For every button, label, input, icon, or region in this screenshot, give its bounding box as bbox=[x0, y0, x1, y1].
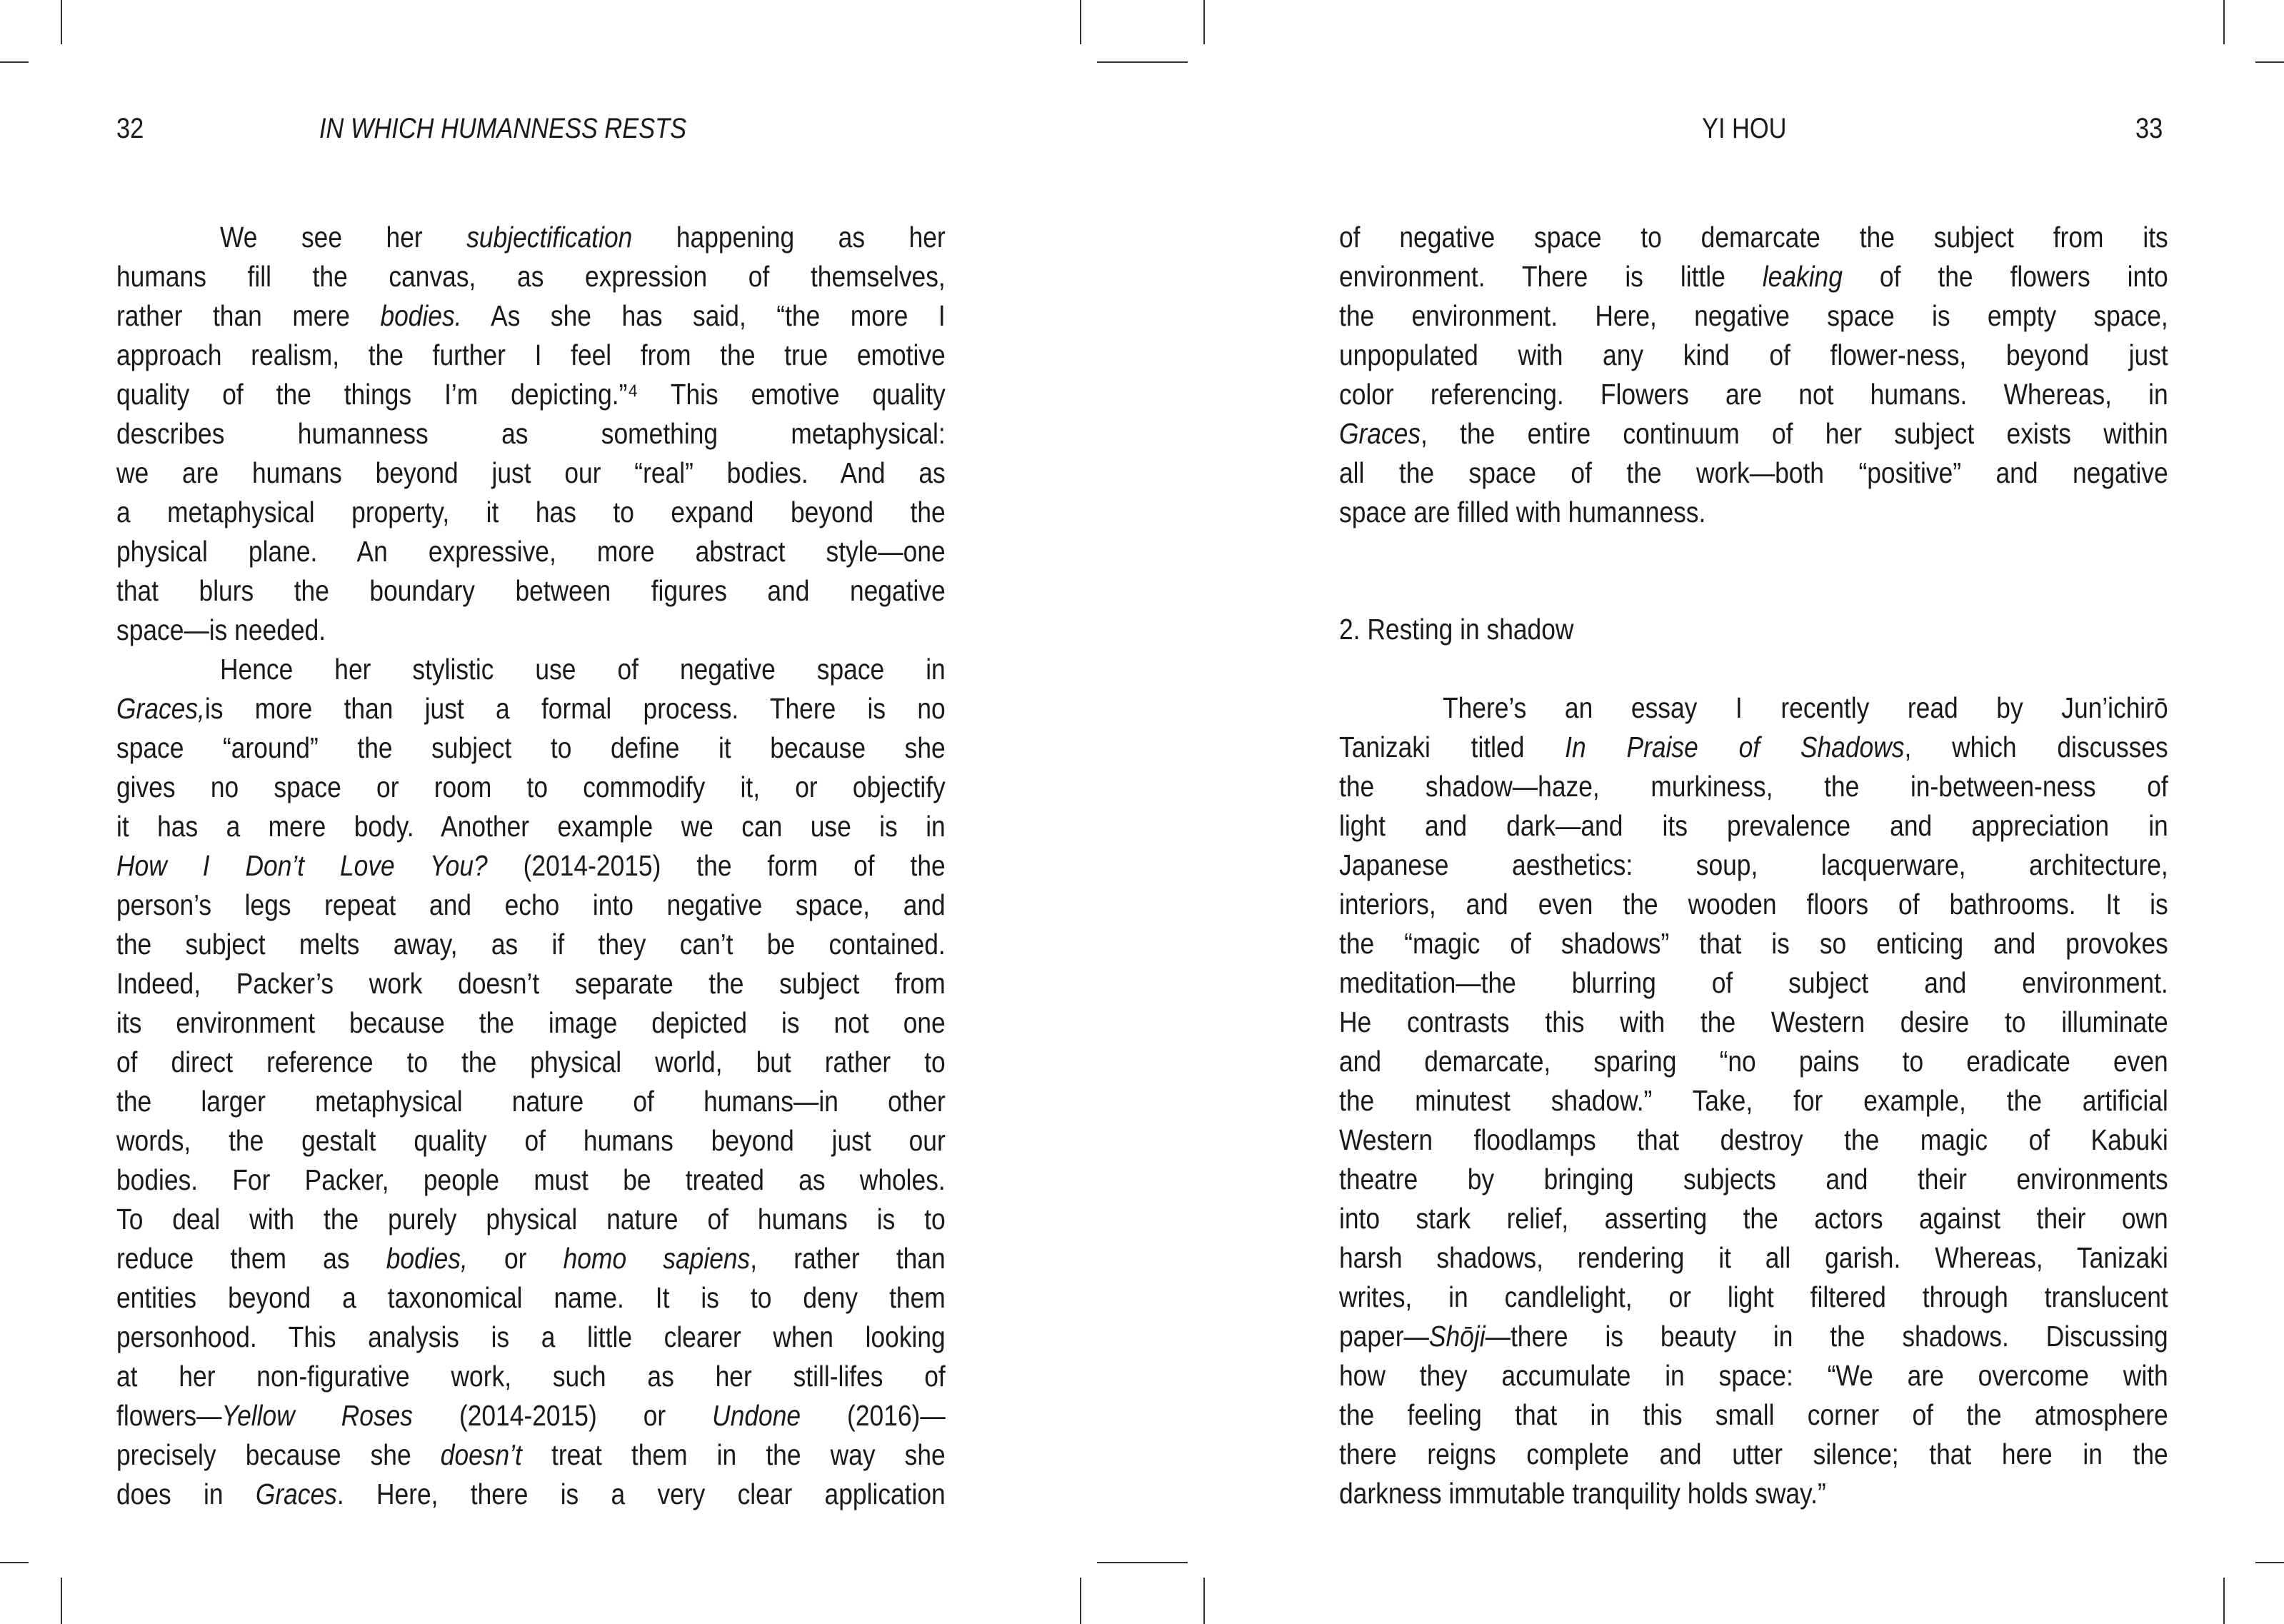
text-line bbox=[116, 218, 946, 257]
text-line bbox=[1339, 218, 2168, 257]
text-line bbox=[1339, 1003, 2168, 1042]
body-text: and demarcate, sparing “no pains to eradicate even bbox=[1339, 1045, 2168, 1078]
text-line bbox=[116, 768, 946, 807]
text-line bbox=[1339, 1121, 2168, 1160]
text-line bbox=[1339, 1238, 2168, 1278]
text-line bbox=[1339, 1199, 2168, 1238]
body-text: into stark relief, asserting the actors against their own bbox=[1339, 1202, 2168, 1235]
body-text: To deal with the purely physical nature of humans is to bbox=[116, 1203, 946, 1235]
body-text: Indeed, Packer’s work doesn’t separate the subject from bbox=[116, 967, 946, 1000]
body-text: the minutest shadow.” Take, for example, the artificial bbox=[1339, 1084, 2168, 1117]
body-text: darkness immutable tranquility holds sway.” bbox=[1339, 1477, 1826, 1510]
italic-text: Undone bbox=[712, 1399, 801, 1432]
text-line bbox=[116, 689, 946, 728]
body-text: —there is beauty in the shadows. Discussing bbox=[1485, 1320, 2168, 1353]
body-text: (2016)— bbox=[801, 1399, 946, 1432]
italic-text: In Praise of Shadows bbox=[1565, 731, 1905, 763]
page-number-right: 33 bbox=[2135, 113, 2163, 144]
crop-mark bbox=[1097, 61, 1188, 63]
text-line bbox=[1339, 257, 2168, 296]
body-text: Tanizaki titled bbox=[1339, 731, 1566, 763]
page-number-left: 32 bbox=[116, 113, 144, 144]
crop-mark bbox=[0, 1562, 29, 1563]
italic-text: Graces bbox=[1339, 417, 1421, 450]
text-line bbox=[116, 257, 946, 296]
text-line bbox=[1339, 1474, 2168, 1513]
text-line bbox=[116, 375, 946, 414]
crop-mark bbox=[2223, 1578, 2225, 1624]
crop-mark bbox=[2223, 0, 2225, 44]
text-line bbox=[1339, 885, 2168, 924]
body-text: describes humanness as something metaphysical: bbox=[116, 417, 946, 450]
body-text: that blurs the boundary between figures and negative bbox=[116, 574, 946, 607]
body-text: There’s an essay I recently read by Jun’ichirō bbox=[1442, 691, 2168, 724]
body-text: unpopulated with any kind of flower-ness, beyond just bbox=[1339, 339, 2168, 371]
body-text: at her non-figurative work, such as her still-lifes of bbox=[116, 1360, 946, 1393]
crop-mark bbox=[61, 1578, 62, 1624]
body-text: rather than mere bbox=[116, 299, 381, 332]
body-text: of the flowers into bbox=[1842, 260, 2168, 293]
italic-text: homo sapiens bbox=[563, 1242, 751, 1275]
body-text: happening as her bbox=[632, 221, 946, 254]
body-text: the shadow—haze, murkiness, the in-between-ness of bbox=[1339, 770, 2168, 803]
body-text: the larger metaphysical nature of humans—in other bbox=[116, 1085, 946, 1118]
body-text: light and dark—and its prevalence and appreciation in bbox=[1339, 809, 2168, 842]
body-text: we are humans beyond just our “real” bodies. And as bbox=[116, 456, 946, 489]
body-text: space are filled with humanness. bbox=[1339, 496, 1706, 528]
text-line bbox=[1339, 806, 2168, 846]
text-line bbox=[116, 1318, 946, 1357]
text-line bbox=[116, 493, 946, 532]
text-line bbox=[116, 1121, 946, 1161]
body-text: treat them in the way she bbox=[521, 1438, 946, 1471]
italic-text: doesn’t bbox=[440, 1438, 522, 1471]
italic-text: subjectification bbox=[466, 221, 633, 254]
text-line bbox=[116, 532, 946, 571]
body-text: harsh shadows, rendering it all garish. Whereas, Tanizaki bbox=[1339, 1241, 2168, 1274]
body-text: there reigns complete and utter silence; that here in the bbox=[1339, 1438, 2168, 1470]
italic-text: bodies. bbox=[380, 299, 462, 332]
body-text: quality of the things I’m depicting.”⁴ This emotive quality bbox=[116, 378, 946, 411]
body-text: (2014-2015) or bbox=[413, 1399, 713, 1432]
body-text: (2014-2015) the form of the bbox=[487, 849, 946, 882]
body-text: how they accumulate in space: “We are overcome with bbox=[1339, 1359, 2168, 1392]
body-text: or bbox=[467, 1242, 564, 1275]
body-text: a metaphysical property, it has to expand beyond the bbox=[116, 496, 946, 528]
body-text: He contrasts this with the Western desire to illuminate bbox=[1339, 1006, 2168, 1038]
text-line bbox=[116, 1435, 946, 1475]
text-line bbox=[116, 925, 946, 964]
crop-mark bbox=[1203, 1578, 1205, 1624]
text-line bbox=[1339, 453, 2168, 493]
left-page-body bbox=[116, 218, 946, 1514]
text-line bbox=[116, 964, 946, 1003]
body-text: , which discusses bbox=[1904, 731, 2168, 763]
body-text: the environment. Here, negative space is empty space, bbox=[1339, 299, 2168, 332]
body-text: gives no space or room to commodify it, or objectify bbox=[116, 771, 946, 803]
text-line bbox=[116, 1239, 946, 1278]
text-line bbox=[1339, 1435, 2168, 1474]
crop-mark bbox=[1080, 1578, 1081, 1624]
body-text: environment. There is little bbox=[1339, 260, 1763, 293]
text-line bbox=[1339, 1278, 2168, 1317]
body-text: As she has said, “the more I bbox=[461, 299, 946, 332]
body-text: the “magic of shadows” that is so enticing and provokes bbox=[1339, 927, 2168, 960]
body-text: of direct reference to the physical world, but rather to bbox=[116, 1046, 946, 1078]
text-line bbox=[1339, 1160, 2168, 1199]
text-line bbox=[116, 1357, 946, 1396]
crop-mark bbox=[61, 0, 62, 44]
italic-text: How I Don’t Love You? bbox=[116, 849, 488, 882]
body-text: the subject melts away, as if they can’t be contained. bbox=[116, 928, 946, 961]
italic-text: Shōji bbox=[1428, 1320, 1486, 1353]
body-text: is more than just a formal process. There is no bbox=[204, 692, 946, 725]
body-text: color referencing. Flowers are not humans. Whereas, in bbox=[1339, 378, 2168, 411]
text-line bbox=[1339, 1356, 2168, 1395]
text-line bbox=[116, 296, 946, 336]
body-text: reduce them as bbox=[116, 1242, 386, 1275]
text-line bbox=[1339, 1042, 2168, 1081]
text-line bbox=[1339, 728, 2168, 767]
body-text: its environment because the image depicted is not one bbox=[116, 1006, 946, 1039]
text-line bbox=[1339, 375, 2168, 414]
text-line bbox=[1339, 336, 2168, 375]
body-text: Japanese aesthetics: soup, lacquerware, architecture, bbox=[1339, 848, 2168, 881]
crop-mark bbox=[1203, 0, 1205, 44]
body-text: all the space of the work—both “positive” and negative bbox=[1339, 456, 2168, 489]
text-line bbox=[116, 1082, 946, 1121]
italic-text: Graces bbox=[255, 1478, 337, 1510]
text-line bbox=[116, 453, 946, 493]
body-text: the feeling that in this small corner of the atmosphere bbox=[1339, 1398, 2168, 1431]
crop-mark bbox=[2255, 1562, 2284, 1563]
body-text: does in bbox=[116, 1478, 256, 1510]
running-head-left: IN WHICH HUMANNESS RESTS bbox=[319, 113, 687, 144]
italic-text: leaking bbox=[1762, 260, 1843, 293]
right-page-body-bottom bbox=[1339, 688, 2168, 1513]
body-text: of negative space to demarcate the subject from its bbox=[1339, 221, 2168, 254]
text-line bbox=[1339, 688, 2168, 728]
text-line bbox=[1339, 414, 2168, 453]
italic-text: Yellow Roses bbox=[221, 1399, 414, 1432]
text-line bbox=[116, 1278, 946, 1318]
text-line bbox=[116, 728, 946, 768]
body-text: it has a mere body. Another example we can use is in bbox=[116, 810, 946, 843]
body-text: humans fill the canvas, as expression of themselves, bbox=[116, 260, 946, 293]
body-text: . Here, there is a very clear application bbox=[336, 1478, 946, 1510]
body-text: We see her bbox=[219, 221, 467, 254]
text-line bbox=[1339, 767, 2168, 806]
body-text: paper— bbox=[1339, 1320, 1429, 1353]
running-head-right: YI HOU bbox=[1702, 113, 1787, 144]
text-line bbox=[1339, 1081, 2168, 1121]
text-line bbox=[116, 1003, 946, 1043]
text-line bbox=[116, 414, 946, 453]
crop-mark bbox=[1080, 0, 1081, 44]
body-text: theatre by bringing subjects and their environments bbox=[1339, 1163, 2168, 1196]
body-text: Western floodlamps that destroy the magic of Kabuki bbox=[1339, 1123, 2168, 1156]
text-line bbox=[1339, 924, 2168, 963]
text-line bbox=[116, 571, 946, 611]
text-line bbox=[116, 1161, 946, 1200]
body-text: Hence her stylistic use of negative space in bbox=[219, 653, 946, 686]
text-line bbox=[1339, 493, 2168, 532]
text-line bbox=[116, 886, 946, 925]
body-text: personhood. This analysis is a little clearer when looking bbox=[116, 1320, 946, 1353]
italic-text: bodies, bbox=[386, 1242, 468, 1275]
italic-text: Graces, bbox=[116, 692, 205, 725]
body-text: writes, in candlelight, or light filtered through translucent bbox=[1339, 1280, 2168, 1313]
body-text: words, the gestalt quality of humans beyond just our bbox=[116, 1124, 946, 1157]
right-page-body-top bbox=[1339, 218, 2168, 532]
crop-mark bbox=[0, 61, 29, 63]
text-line bbox=[116, 807, 946, 846]
text-line bbox=[116, 1200, 946, 1239]
body-text: interiors, and even the wooden floors of bathrooms. It is bbox=[1339, 888, 2168, 921]
body-text: person’s legs repeat and echo into negative space, and bbox=[116, 888, 946, 921]
body-text: approach realism, the further I feel from the true emotive bbox=[116, 339, 946, 371]
body-text: flowers— bbox=[116, 1399, 222, 1432]
text-line bbox=[1339, 1317, 2168, 1356]
section-heading: 2. Resting in shadow bbox=[1339, 613, 1574, 646]
body-text: physical plane. An expressive, more abstract style—one bbox=[116, 535, 946, 568]
text-line bbox=[116, 336, 946, 375]
body-text: bodies. For Packer, people must be treated as wholes. bbox=[116, 1163, 946, 1196]
text-line bbox=[116, 1043, 946, 1082]
crop-mark bbox=[1097, 1562, 1188, 1563]
text-line bbox=[116, 1396, 946, 1435]
body-text: , the entire continuum of her subject exists within bbox=[1421, 417, 2168, 450]
text-line bbox=[116, 650, 946, 689]
body-text: space—is needed. bbox=[116, 613, 326, 646]
body-text: entities beyond a taxonomical name. It is to deny them bbox=[116, 1281, 946, 1314]
text-line bbox=[1339, 1395, 2168, 1435]
text-line bbox=[116, 846, 946, 886]
body-text: , rather than bbox=[750, 1242, 946, 1275]
body-text: space “around” the subject to define it because she bbox=[116, 731, 946, 764]
body-text: meditation—the blurring of subject and environment. bbox=[1339, 966, 2168, 999]
text-line bbox=[1339, 296, 2168, 336]
text-line bbox=[116, 611, 946, 650]
text-line bbox=[116, 1475, 946, 1514]
body-text: precisely because she bbox=[116, 1438, 441, 1471]
text-line bbox=[1339, 846, 2168, 885]
text-line bbox=[1339, 963, 2168, 1003]
crop-mark bbox=[2255, 61, 2284, 63]
